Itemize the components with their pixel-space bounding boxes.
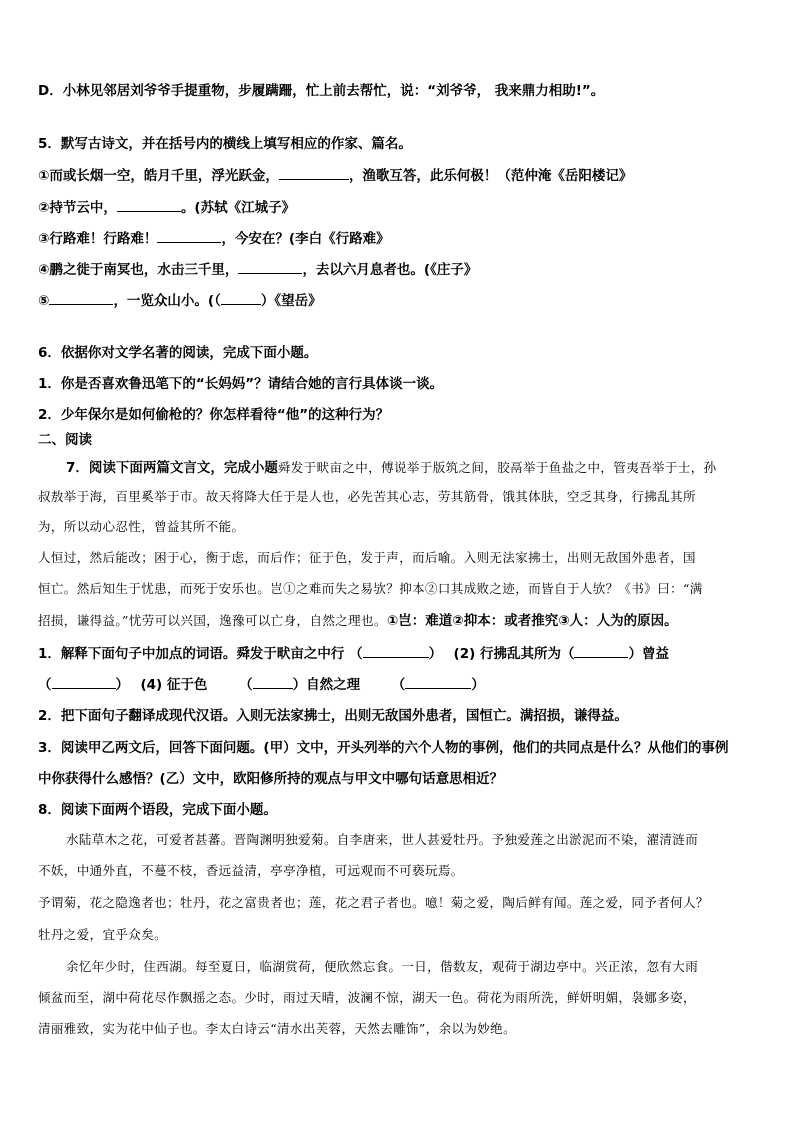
answer-blank[interactable] [574, 643, 628, 658]
passage-a-text: 叔敖举于海，百里奚举于市。故天将降大任于是人也，必先苦其心志，劳其筋骨，饿其体肤，空乏其身，行拂乱其所 [38, 489, 696, 504]
q5-item-2-text-b: 。(苏轼《江城子》 [180, 200, 296, 216]
answer-blank[interactable] [221, 290, 261, 305]
q7-title-text: 7．阅读下面两篇文言文，完成小题 [66, 460, 278, 476]
q5-item-3-text-a: ③行路难！行路难！ [38, 231, 158, 247]
passage-c-text: 余忆年少时，住西湖。每至夏日，临湖赏荷，便欣然忘食。一日，偕数友，观荷于湖边亭中。兴正浓，忽有大雨 [66, 959, 699, 974]
passage-b-text: 水陆草木之花，可爱者甚蕃。晋陶渊明独爱菊。自李唐来，世人甚爱牡丹。予独爱莲之出淤泥而不染，濯清涟而 [66, 832, 699, 847]
q5-title [38, 134, 760, 154]
option-d-text: D．小林见邻居刘爷爷手提重物，步履蹒跚，忙上前去帮忙，说：“刘爷爷， 我来鼎力相助!”。 [38, 83, 605, 99]
q8-title [38, 800, 760, 820]
q5-item-3 [38, 228, 760, 249]
passage-c-text: 清丽雅致，实为花中仙子也。李太白诗云“清水出芙蓉，天然去雕饰”，余以为妙绝。 [38, 1021, 516, 1036]
q5-item-5 [38, 290, 760, 311]
q5-item-4-text-b: ，去以六月息者也。(《庄子》 [302, 262, 478, 278]
answer-blank[interactable] [279, 165, 349, 180]
q7-item-3-text: 3．阅读甲乙两文后，回答下面问题。(甲）文中，开头列举的六个人物的事例，他们的共同点是什么？从他们的事例 [38, 740, 729, 756]
section-heading [38, 430, 760, 450]
answer-blank[interactable] [253, 674, 293, 689]
answer-blank[interactable] [49, 290, 113, 305]
q5-item-4 [38, 259, 760, 280]
passage-b-text: 予谓菊，花之隐逸者也；牡丹，花之富贵者也；莲，花之君子者也。噫！菊之爱，陶后鲜有闻。莲之爱，同予者何人？ [38, 895, 709, 910]
answer-blank[interactable] [405, 674, 471, 689]
q7-item-1-text-a: 1．解释下面句子中加点的词语。舜发于畎亩之中行 （ [38, 646, 363, 662]
passage-a-line [38, 611, 760, 631]
passage-b-line [38, 925, 760, 945]
q8-title-text: 8．阅读下面两个语段，完成下面小题。 [38, 802, 277, 818]
q7-item-1-text-d: （ [38, 677, 52, 693]
q6-item-2 [38, 405, 760, 425]
q6-item-1 [38, 374, 760, 394]
q7-item-1-text-b: ） (2) 行拂乱其所为（ [428, 646, 575, 662]
q7-item-3-cont [38, 769, 760, 789]
q5-item-5-text-b: ，一览众山小。(（ [113, 293, 221, 309]
q7-item-1 [38, 643, 760, 664]
passage-c-line [38, 988, 760, 1008]
passage-b-line [38, 861, 760, 881]
q7-item-1-text-e: ） (4) 征于色 （ [115, 677, 253, 693]
passage-a-text: 人恒过，然后能改；困于心，衡于虑，而后作；征于色，发于声，而后喻。入则无法家拂士，出则无敌国外患者，国 [38, 550, 696, 565]
q7-item-3-text: 中你获得什么感悟？(乙）文中，欧阳修所持的观点与甲文中哪句话意思相近？ [38, 771, 504, 787]
q5-item-1-text-a: ①而或长烟一空，皓月千里，浮光跃金， [38, 168, 279, 184]
section-heading-text: 二、阅读 [38, 432, 92, 448]
passage-b-line [66, 830, 760, 850]
q5-item-5-text-c: ）《望岳》 [260, 293, 322, 309]
q6-item-1-text: 1．你是否喜欢鲁迅笔下的“长妈妈”？请结合她的言行具体谈一谈。 [38, 376, 444, 392]
passage-a-text: 恒亡。然后知生于忧患，而死于安乐也。岂①之难而失之易欤？抑本②口其成败之迹，而皆自于人欤？《书》曰：“满 [38, 581, 703, 596]
q5-item-1 [38, 165, 760, 186]
answer-blank[interactable] [52, 674, 116, 689]
answer-blank[interactable] [157, 228, 221, 243]
q7-item-1-text-g: ） [471, 677, 485, 693]
passage-a-line [38, 579, 760, 599]
q7-item-3 [38, 738, 760, 758]
q5-title-text: 5．默写古诗文，并在括号内的横线上填写相应的作家、篇名。 [38, 136, 412, 152]
passage-a-text: 招损，谦得益。”忧劳可以兴国，逸豫可以亡身，自然之理也。 [38, 613, 387, 628]
q5-item-2-text-a: ②持节云中， [38, 200, 117, 216]
passage-c-line [66, 957, 760, 977]
q7-item-2-text: 2．把下面句子翻译成现代汉语。入则无法家拂士，出则无敌国外患者，国恒亡。满招损，谦得益。 [38, 708, 628, 724]
passage-a-line [38, 517, 760, 537]
q7-item-1-cont [38, 674, 760, 695]
q5-item-5-text-a: ⑤ [38, 293, 50, 309]
passage-a-text: 舜发于畎亩之中，傅说举于版筑之间，胶鬲举于鱼盐之中，管夷吾举于士，孙 [277, 460, 717, 475]
q5-item-1-text-b: ，渔歌互答，此乐何极！（范仲淹《岳阳楼记》 [348, 168, 633, 184]
q6-item-2-text: 2．少年保尔是如何偷枪的？你怎样看待“他”的这种行为？ [38, 407, 390, 423]
q7-item-1-text-f: ）自然之理 （ [292, 677, 406, 693]
q5-item-2 [38, 197, 760, 218]
q6-title [38, 343, 760, 363]
passage-b-text: 不妖，中通外直，不蔓不枝，香远益清，亭亭净植，可远观而不可亵玩焉。 [38, 863, 464, 878]
passage-b-text: 牡丹之爱，宜乎众矣。 [38, 927, 168, 942]
q5-item-3-text-b: ，今安在？(李白《行路难》 [221, 231, 390, 247]
answer-blank[interactable] [117, 197, 181, 212]
q7-item-2 [38, 706, 760, 726]
passage-c-line [38, 1019, 760, 1039]
annotation-note: ①岂：难道②抑本：或者推究③人：人为的原因。 [386, 613, 678, 629]
q5-item-4-text-a: ④鹏之徙于南冥也，水击三千里， [38, 262, 239, 278]
passage-a-line [38, 487, 760, 507]
passage-a-text: 为，所以动心忍性，曾益其所不能。 [38, 519, 245, 534]
q6-title-text: 6．依据你对文学名著的阅读，完成下面小题。 [38, 345, 318, 361]
passage-b-line [38, 893, 760, 913]
answer-blank[interactable] [363, 643, 429, 658]
passage-c-text: 倾盆而至，湖中荷花尽作飘摇之态。少时，雨过天晴，波澜不惊，湖天一色。荷花为雨所洗，鲜妍明媚，袅娜多姿， [38, 990, 696, 1005]
option-d-line [38, 81, 760, 101]
q7-item-1-text-c: ）曾益 [628, 646, 669, 662]
q7-title-line [66, 458, 760, 478]
passage-a-line [38, 548, 760, 568]
answer-blank[interactable] [238, 259, 302, 274]
